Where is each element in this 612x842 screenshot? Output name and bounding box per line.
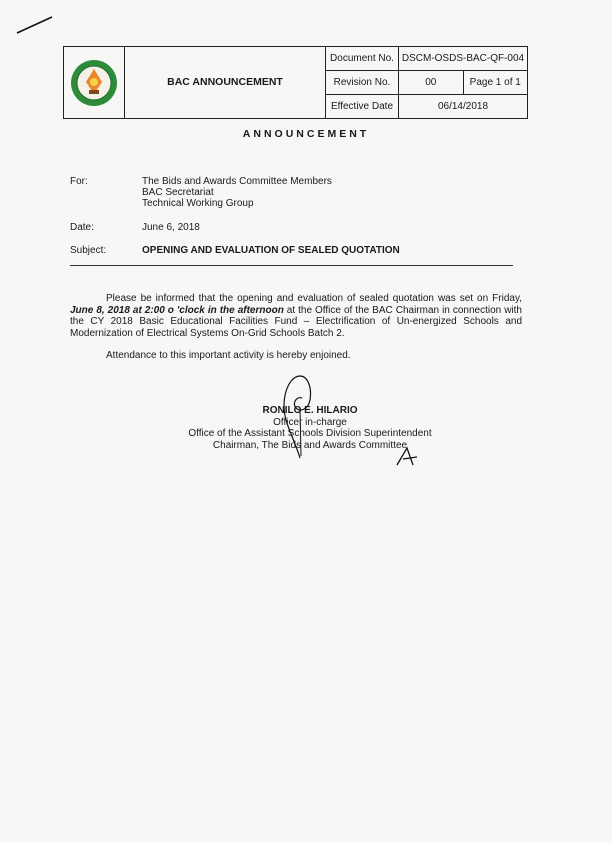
- document-no-label: Document No.: [326, 47, 399, 71]
- logo-cell: [64, 47, 125, 119]
- revision-no-value: 00: [399, 71, 464, 95]
- signatory-title-2: Office of the Assistant Schools Division Superintendent: [188, 428, 432, 439]
- header-table: [63, 46, 528, 119]
- para1-emphasis: June 8, 2018 at 2:00 o 'clock in the afternoon: [70, 304, 284, 316]
- for-label: For:: [70, 176, 88, 187]
- document-no-value: DSCM-OSDS-BAC-QF-004: [399, 47, 528, 71]
- announcement-heading: ANNOUNCEMENT: [242, 128, 370, 140]
- for-recipient-3: Technical Working Group: [142, 198, 254, 209]
- revision-no-label: Revision No.: [326, 71, 399, 95]
- signatory-title-1: Officer in-charge: [273, 416, 347, 428]
- date-value: June 6, 2018: [142, 222, 200, 233]
- for-recipient-2: BAC Secretariat: [142, 187, 214, 198]
- page-number: Page 1 of 1: [463, 71, 528, 95]
- for-recipient-1: The Bids and Awards Committee Members: [142, 176, 332, 187]
- pen-mark: [0, 0, 60, 40]
- handwritten-initial: [393, 445, 423, 469]
- para1-before: Please be informed that the opening and evaluation of sealed quotation was set on Friday,: [106, 293, 522, 304]
- effective-date-label: Effective Date: [326, 95, 399, 119]
- subject-value: OPENING AND EVALUATION OF SEALED QUOTATION: [142, 245, 400, 256]
- attendance-paragraph: Attendance to this important activity is hereby enjoined.: [106, 350, 351, 361]
- division-seal-logo: [69, 58, 119, 108]
- subject-label: Subject:: [70, 245, 107, 256]
- form-title: BAC ANNOUNCEMENT: [125, 47, 326, 119]
- announcement-paragraph: [70, 293, 522, 339]
- date-label: Date:: [70, 222, 94, 233]
- divider-line: [70, 265, 513, 266]
- effective-date-value: 06/14/2018: [399, 95, 528, 119]
- signatory-name: RONILO E. HILARIO: [262, 405, 358, 416]
- para1-after: at the Office of the BAC Chairman in connection with the CY 2018 Basic Educational Facilities Fund – Electrification of Un-energized Schools and Modernization of Electrical Systems On-Grid Schools Batch 2.: [70, 304, 522, 339]
- signatory-title-3: Chairman, The Bids and Awards Committee: [212, 439, 408, 451]
